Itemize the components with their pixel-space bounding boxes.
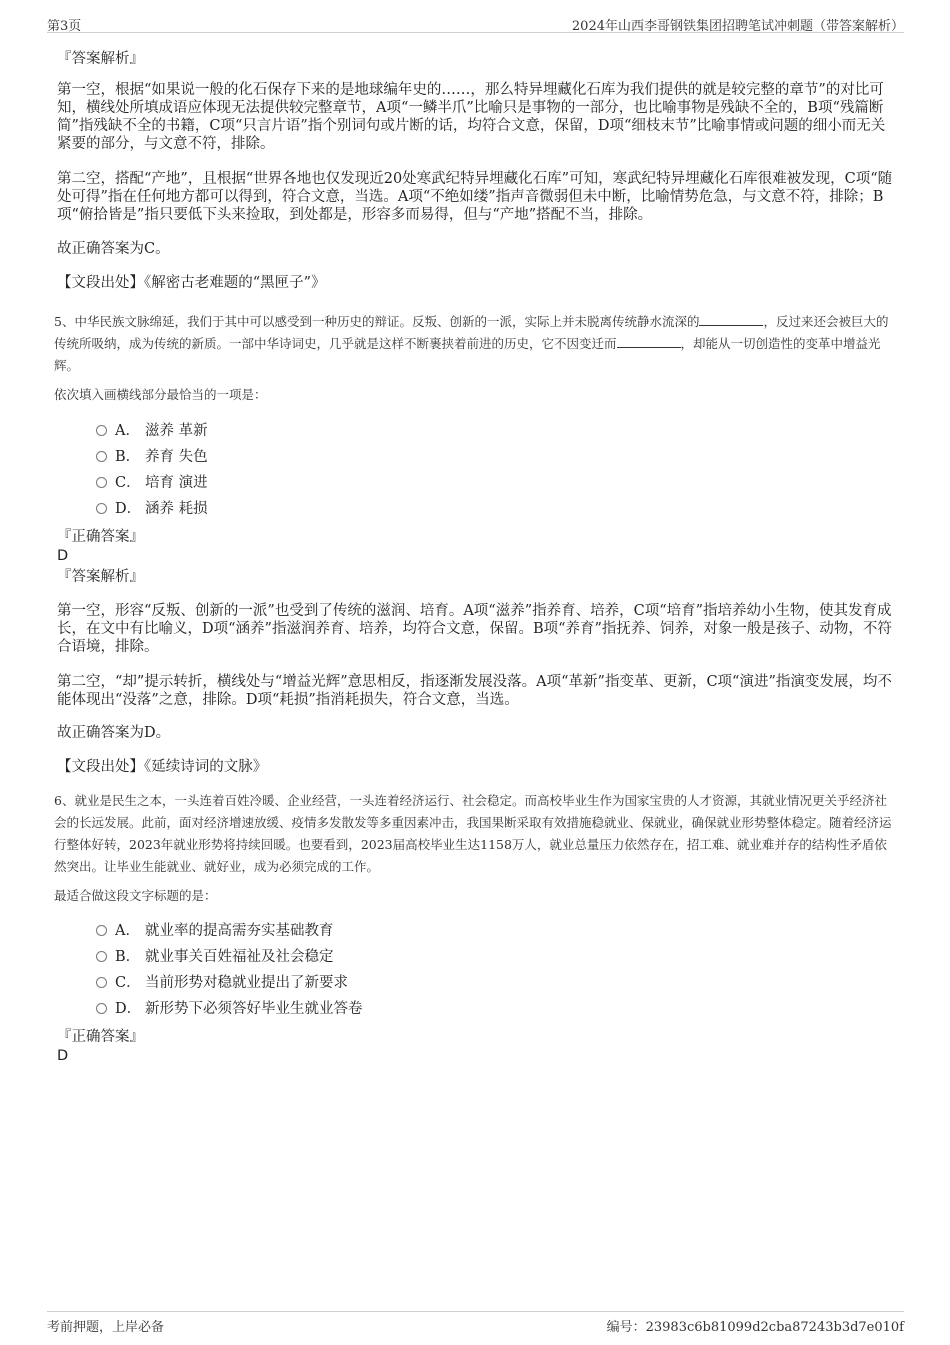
- q5-analysis-label: 『答案解析』: [57, 569, 144, 585]
- q5-answer: D: [57, 548, 69, 564]
- q4-analysis-para1: 第一空，根据“如果说一般的化石保存下来的是地球编年史的……，那么特异埋藏化石库为我们提供的就是较完整的章节”的对比可知，横线处所填成语应体现无法提供较完整章节，A项“一鳞半爪”比喻只是事物的一部分，也比喻事物是残缺不全的，B项“残篇断简”指残缺不全的书籍，C项“只言片语”指个别词句或片断的话，均符合文意，保留，D项“细枝末节”比喻事情或问题的细小而无关紧要的部分，与文意不符，排除。: [57, 82, 886, 152]
- q5-source: 【文段出处】《延续诗词的文脉》: [57, 759, 268, 775]
- q5-option-c[interactable]: C． 培育 演进: [96, 474, 208, 492]
- q6-answer-label: 『正确答案』: [57, 1029, 144, 1045]
- q4-analysis-para2: 第二空，搭配“产地”，且根据“世界各地也仅发现近20处寒武纪特异埋藏化石库”可知，寒武纪特异埋藏化石库很难被发现，C项“随处可得”指在任何地方都可以得到，符合文意，当选。A项“不绝如缕”指声音微弱但未中断，比喻情势危急，与文意不符，排除；B项“俯拾皆是”指只要低下头来捡取，到处都是，形容多而易得，但与“产地”搭配不当，排除。: [57, 171, 893, 223]
- q5-analysis-para2: 第二空，“却”提示转折，横线处与“增益光辉”意思相反，指逐渐发展没落。A项“革新”指变革、更新，C项“演进”指演变发展，均不能体现出“没落”之意，排除。D项“耗损”指消耗损失，符合文意，当选。: [57, 674, 892, 708]
- q5-option-b[interactable]: B． 养育 失色: [96, 448, 208, 466]
- q5-analysis-para1: 第一空，形容“反叛、创新的一派”也受到了传统的滋润、培育。A项“滋养”指养育、培养，C项“培育”指培养幼小生物，使其发育成长，在文中有比喻义，D项“涵养”指滋润养育、培养，均符合文意，保留。B项“养育”指抚养、饲养，对象一般是孩子、动物，不符合语境，排除。: [57, 603, 892, 655]
- q5-conclusion: 故正确答案为D。: [57, 725, 171, 741]
- radio-icon[interactable]: [96, 503, 107, 514]
- radio-icon[interactable]: [96, 477, 107, 488]
- q4-conclusion: 故正确答案为C。: [57, 241, 170, 257]
- radio-icon[interactable]: [96, 951, 107, 962]
- q6-option-b[interactable]: B． 就业事关百姓福祉及社会稳定: [96, 948, 334, 966]
- q6-option-c[interactable]: C． 当前形势对稳就业提出了新要求: [96, 974, 348, 992]
- q5-blank-1: [699, 312, 763, 326]
- radio-icon[interactable]: [96, 1003, 107, 1014]
- q6-prompt: 最适合做这段文字标题的是：: [54, 888, 217, 903]
- page-number: 第3页: [47, 19, 82, 34]
- q4-source: 【文段出处】《解密古老难题的“黑匣子”》: [57, 275, 326, 291]
- document-id: 编号：23983c6b81099d2cba87243b3d7e010f: [606, 1320, 904, 1335]
- q5-option-d[interactable]: D． 涵养 耗损: [96, 500, 208, 518]
- q6-answer: D: [57, 1048, 69, 1064]
- radio-icon[interactable]: [96, 977, 107, 988]
- q4-analysis-label: 『答案解析』: [57, 51, 144, 67]
- q5-stem: [54, 311, 899, 377]
- radio-icon[interactable]: [96, 925, 107, 936]
- page-footer: [47, 1311, 904, 1334]
- q5-option-a[interactable]: A． 滋养 革新: [96, 422, 208, 440]
- q5-answer-label: 『正确答案』: [57, 529, 144, 545]
- radio-icon[interactable]: [96, 425, 107, 436]
- document-title: 2024年山西李哥钢铁集团招聘笔试冲刺题（带答案解析）: [571, 19, 904, 34]
- q5-blank-2: [617, 334, 681, 348]
- q6-option-d[interactable]: D． 新形势下必须答好毕业生就业答卷: [96, 1000, 363, 1018]
- q6-option-a[interactable]: A． 就业率的提高需夯实基础教育: [96, 922, 334, 940]
- q5-prompt: 依次填入画横线部分最恰当的一项是：: [54, 387, 267, 402]
- q5-stem-part3: ，却能从一切创造性的变革中增益光辉。: [54, 336, 881, 373]
- radio-icon[interactable]: [96, 451, 107, 462]
- footer-slogan: 考前押题，上岸必备: [47, 1320, 165, 1335]
- q5-stem-part1: 5、中华民族文脉绵延，我们于其中可以感受到一种历史的辩证。反叛、创新的一派，实际上并未脱离传统静水流深的: [54, 314, 700, 329]
- q5-stem-part2: ，反过来还会被巨大的传统所吸纳，成为传统的新质。一部中华诗词史，几乎就是这样不断裹挟着前进的历史，它不因变迁而: [54, 314, 889, 351]
- q6-stem: 6、就业是民生之本，一头连着百姓冷暖、企业经营，一头连着经济运行、社会稳定。而高校毕业生作为国家宝贵的人才资源，其就业情况更关乎经济社会的长远发展。此前，面对经济增速放缓、疫情多发散发等多重因素冲击，我国果断采取有效措施稳就业、保就业，确保就业形势整体稳定。随着经济运行整体好转，2023年就业形势将持续回暖。也要看到，2023届高校毕业生达1158万人，就业总量压力依然存在，招工难、就业难并存的结构性矛盾依然突出。让毕业生能就业、就好业，成为必须完成的工作。: [54, 793, 892, 874]
- page-header: [47, 12, 904, 33]
